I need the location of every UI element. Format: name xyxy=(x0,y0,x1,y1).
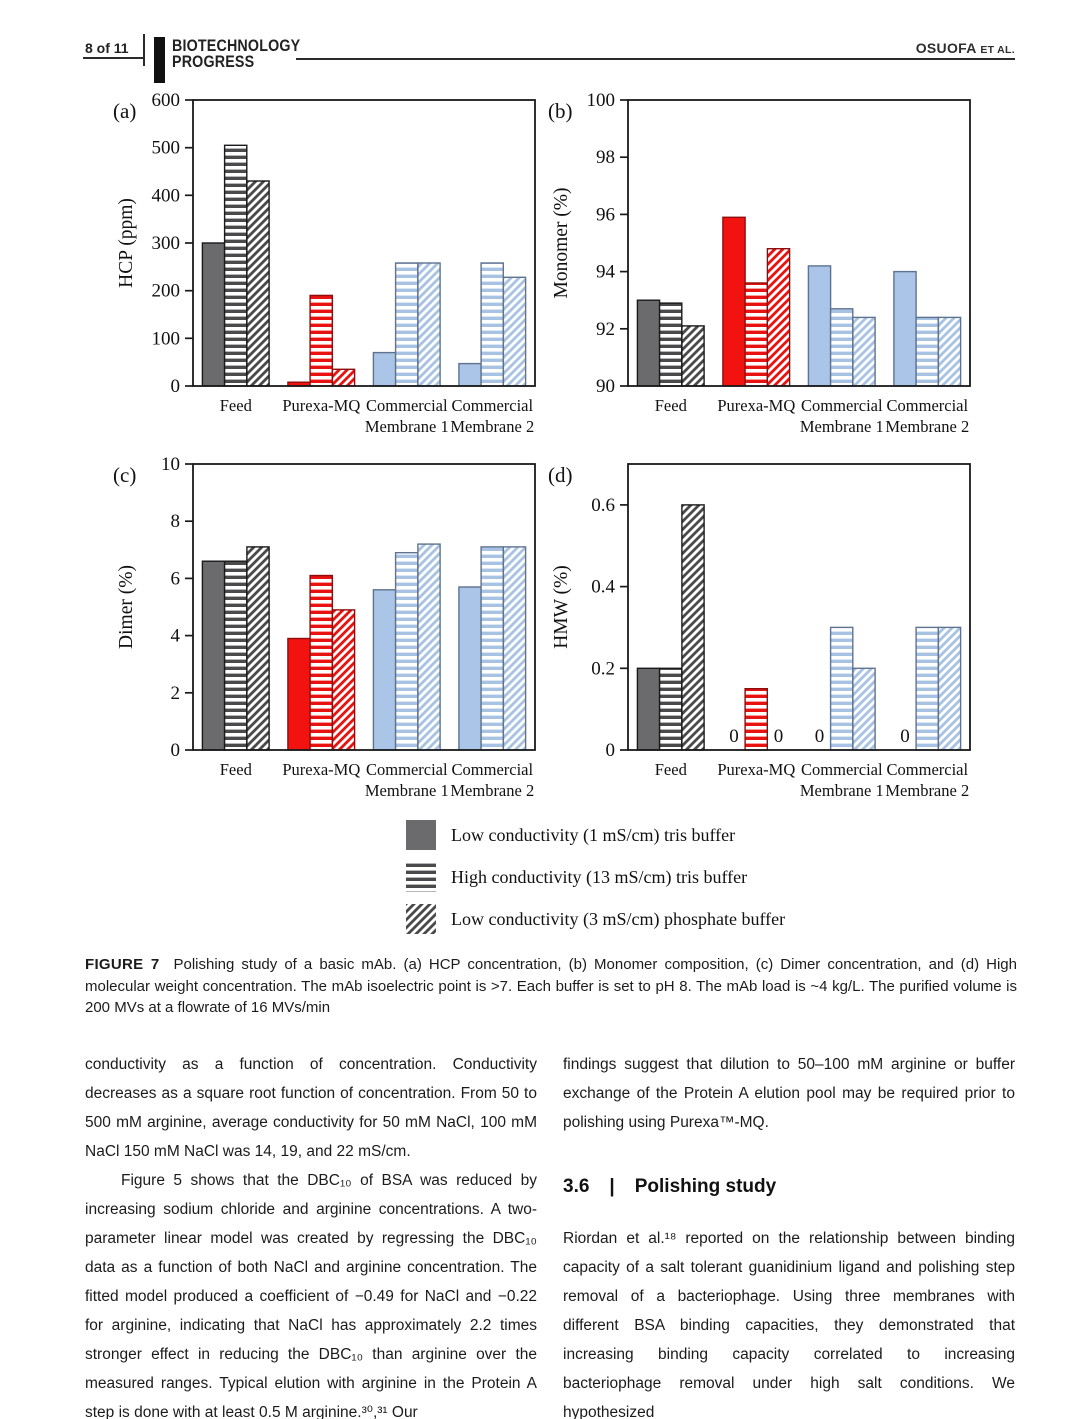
legend-item-low-tris xyxy=(406,820,785,850)
y-tick-label: 8 xyxy=(170,511,180,533)
bar xyxy=(225,561,247,750)
x-category-label: Membrane 2 xyxy=(885,417,970,436)
x-category-label: Commercial xyxy=(366,760,448,779)
figure-legend xyxy=(406,820,785,946)
bar xyxy=(894,272,916,386)
section-separator: | xyxy=(609,1176,615,1197)
x-category-label: Membrane 1 xyxy=(799,781,884,800)
running-head-authors: OSUOFA ET AL. xyxy=(915,40,1015,56)
bar xyxy=(202,243,224,386)
y-tick-label: 92 xyxy=(596,318,615,340)
journal-logo xyxy=(172,38,300,70)
legend-label: High conductivity (13 mS/cm) tris buffer xyxy=(451,866,748,887)
bar xyxy=(682,505,704,750)
x-category-label: Feed xyxy=(654,396,687,415)
paragraph: Riordan et al.¹⁸ reported on the relationship between binding capacity of a salt tolerant guanidinium ligand and polishing step removal of a bacteriophage. Using three membranes with different BSA binding capacities, they demonstrated that increasing binding capacity correlated to increasing bacteriophage removal under high salt conditions. We hypothesized xyxy=(563,1230,1015,1419)
bar xyxy=(202,561,224,750)
bar xyxy=(745,283,767,386)
bar xyxy=(481,547,503,750)
bar xyxy=(637,300,659,386)
chart-panel-a-hcp xyxy=(105,84,541,442)
y-tick-label: 100 xyxy=(586,90,615,111)
chart-panel-d-hmw xyxy=(540,448,976,806)
x-category-label: Commercial xyxy=(451,396,534,415)
bar xyxy=(418,263,440,386)
paragraph: conductivity as a function of concentration. Conductivity decreases as a square root function of concentration. From 50 to 500 mM arginine, average conductivity for 50 mM NaCl, 100 mM NaCl 150 mM NaCl was 14, 19, and 22 mS/cm. xyxy=(85,1056,537,1160)
body-text xyxy=(85,1050,1015,1419)
bar xyxy=(373,590,395,750)
legend-swatch-solid-icon xyxy=(406,820,436,850)
y-tick-label: 6 xyxy=(170,568,180,590)
y-tick-label: 96 xyxy=(596,204,615,226)
bar xyxy=(373,353,395,386)
bar xyxy=(853,317,875,386)
bar xyxy=(332,369,354,386)
bar xyxy=(503,547,525,750)
legend-label: Low conductivity (1 mS/cm) tris buffer xyxy=(451,824,736,845)
y-tick-label: 0.6 xyxy=(591,494,615,516)
panel-label: (d) xyxy=(548,463,573,487)
journal-name-line1: BIOTECHNOLOGY xyxy=(172,36,301,55)
x-category-label: Commercial xyxy=(801,760,883,779)
section-number: 3.6 xyxy=(563,1176,590,1197)
y-tick-label: 98 xyxy=(596,147,615,169)
bar xyxy=(853,668,875,750)
bar xyxy=(332,610,354,750)
bar xyxy=(288,639,310,751)
y-tick-label: 600 xyxy=(151,90,180,111)
x-category-label: Membrane 1 xyxy=(364,417,449,436)
x-category-label: Commercial xyxy=(886,760,969,779)
bar xyxy=(808,266,830,386)
journal-name-line2: PROGRESS xyxy=(172,52,255,71)
x-category-label: Commercial xyxy=(451,760,534,779)
y-tick-label: 100 xyxy=(151,328,180,350)
y-tick-label: 4 xyxy=(170,625,180,647)
y-axis-label: Monomer (%) xyxy=(551,187,572,299)
journal-logo-bar xyxy=(154,37,165,83)
figure-caption-tag: FIGURE 7 xyxy=(85,956,160,973)
bar xyxy=(247,547,269,750)
paragraph: findings suggest that dilution to 50–100 mM arginine or buffer exchange of the Protein A elution pool may be required prior to polishing using Purexa™-MQ. xyxy=(563,1056,1015,1131)
x-category-label: Purexa-MQ xyxy=(282,760,361,779)
x-category-label: Purexa-MQ xyxy=(717,760,796,779)
bar xyxy=(418,544,440,750)
bar-chart-svg xyxy=(540,84,976,442)
bar xyxy=(310,576,332,751)
figure-caption xyxy=(85,954,1017,1019)
chart-panel-c-dimer xyxy=(105,448,541,806)
x-category-label: Commercial xyxy=(886,396,969,415)
y-tick-label: 200 xyxy=(151,280,180,302)
panel-label: (a) xyxy=(113,99,137,123)
y-tick-label: 0 xyxy=(170,740,180,761)
zero-value-label: 0 xyxy=(773,726,784,747)
bar xyxy=(831,627,853,750)
legend-swatch-dstripe-icon xyxy=(406,904,436,934)
y-axis-label: Dimer (%) xyxy=(116,565,137,649)
y-tick-label: 0 xyxy=(605,740,615,761)
bar xyxy=(682,326,704,386)
header-rule-right xyxy=(296,58,1015,60)
bar xyxy=(396,553,418,750)
bar xyxy=(767,249,789,386)
section-heading xyxy=(563,1172,1015,1201)
y-tick-label: 2 xyxy=(170,682,180,704)
chart-panel-b-monomer xyxy=(540,84,976,442)
x-category-label: Feed xyxy=(219,760,252,779)
body-right-column xyxy=(563,1050,1015,1419)
section-title: Polishing study xyxy=(634,1176,777,1197)
bar xyxy=(459,364,481,386)
bar xyxy=(938,627,960,750)
zero-value-label: 0 xyxy=(814,726,825,747)
bar xyxy=(660,303,682,386)
y-tick-label: 400 xyxy=(151,185,180,207)
x-category-label: Membrane 2 xyxy=(450,781,535,800)
x-category-label: Membrane 2 xyxy=(450,417,535,436)
bar xyxy=(396,263,418,386)
bar xyxy=(481,263,503,386)
body-left-column xyxy=(85,1050,537,1419)
bar xyxy=(459,587,481,750)
y-tick-label: 0.4 xyxy=(591,576,615,598)
bar xyxy=(225,145,247,386)
bar xyxy=(247,181,269,386)
x-category-label: Membrane 1 xyxy=(799,417,884,436)
legend-label: Low conductivity (3 mS/cm) phosphate buffer xyxy=(451,908,786,929)
legend-item-low-phosphate xyxy=(406,904,785,934)
x-category-label: Membrane 1 xyxy=(364,781,449,800)
zero-value-label: 0 xyxy=(900,726,910,747)
header-divider xyxy=(143,34,145,66)
y-axis-label: HCP (ppm) xyxy=(116,198,137,288)
y-tick-label: 90 xyxy=(596,376,615,397)
legend-item-high-tris xyxy=(406,862,785,892)
page-number-marker: 8 of 11 xyxy=(85,40,129,56)
bar-chart-svg xyxy=(105,448,541,806)
figure-caption-text: Polishing study of a basic mAb. (a) HCP concentration, (b) Monomer composition, (c) Dimer concentration, and (d) High molecular weight concentration. The mAb isoelectric point is >7. Each buffer is set to pH 8. The mAb load is ~4 kg/L. The purified volume is 200 MVs at a flowrate of 16 MVs/min xyxy=(85,956,1017,1016)
y-tick-label: 10 xyxy=(161,454,180,475)
y-axis-label: HMW (%) xyxy=(551,565,572,649)
bar xyxy=(916,627,938,750)
bar xyxy=(938,317,960,386)
bar xyxy=(660,668,682,750)
bar xyxy=(503,277,525,386)
y-tick-label: 500 xyxy=(151,137,180,159)
bar xyxy=(831,309,853,386)
y-tick-label: 94 xyxy=(596,261,615,283)
bar xyxy=(637,668,659,750)
x-category-label: Commercial xyxy=(366,396,448,415)
header-rule-left xyxy=(83,57,143,59)
y-tick-label: 0.2 xyxy=(591,658,615,680)
legend-swatch-hstripe-icon xyxy=(406,862,436,892)
x-category-label: Commercial xyxy=(801,396,883,415)
y-tick-label: 300 xyxy=(151,233,180,254)
panel-label: (c) xyxy=(113,463,137,487)
x-category-label: Membrane 2 xyxy=(885,781,970,800)
panel-label: (b) xyxy=(548,99,573,123)
zero-value-label: 0 xyxy=(729,726,739,747)
bar-chart-svg xyxy=(105,84,541,442)
paragraph: Figure 5 shows that the DBC₁₀ of BSA was reduced by increasing sodium chloride and arginine concentrations. A two-parameter linear model was created by regressing the DBC₁₀ data as a function of both NaCl and arginine concentration. The fitted model produced a coefficient of −0.49 for NaCl and −0.22 for arginine, indicating that NaCl has approximately 2.2 times stronger effect in reducing the DBC₁₀ than arginine over the measured ranges. Typical elution with arginine in the Protein A step is done with at least 0.5 M arginine.³⁰,³¹ Our xyxy=(85,1172,537,1419)
bar xyxy=(745,689,767,750)
x-category-label: Feed xyxy=(654,760,687,779)
x-category-label: Purexa-MQ xyxy=(717,396,796,415)
y-tick-label: 0 xyxy=(170,376,180,397)
bar-chart-svg xyxy=(540,448,976,806)
x-category-label: Purexa-MQ xyxy=(282,396,361,415)
x-category-label: Feed xyxy=(219,396,252,415)
bar xyxy=(916,317,938,386)
bar xyxy=(723,217,745,386)
bar xyxy=(310,295,332,386)
